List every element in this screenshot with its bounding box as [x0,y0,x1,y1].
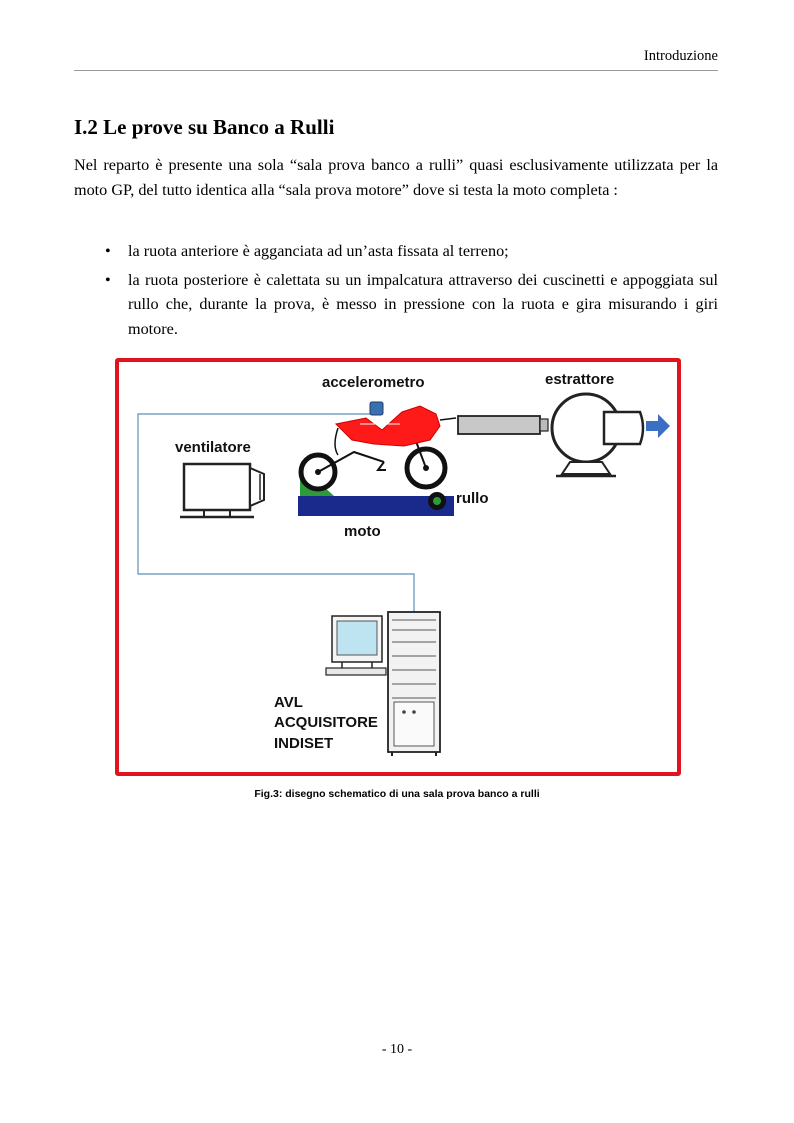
fan-icon [180,464,264,517]
bullet-text: la ruota posteriore è calettata su un impalcatura attraverso dei cuscinetti e appoggiata sul rullo che, durante la prova, è messo in pressione con la ruota e gira misurando i giri motore. [128,270,718,338]
roller-label: rullo [456,490,489,507]
motorcycle-icon [301,406,456,489]
fan-label: ventilatore [175,439,251,456]
accelerometer-label: accelerometro [322,374,425,391]
extractor-icon [458,394,643,476]
bullet-text: la ruota anteriore è agganciata ad un’asta fissata al terreno; [128,242,509,260]
acquisition-rack-icon [388,612,440,756]
accelerometer-icon [370,402,383,415]
running-header: Introduzione [643,48,718,64]
motorcycle-label: moto [344,523,381,540]
section-title: I.2 Le prove su Banco a Rulli [74,115,335,139]
extractor-label: estrattore [545,371,615,388]
figure-caption: Fig.3: disegno schematico di una sala prova banco a rulli [254,788,540,800]
intro-paragraph: Nel reparto è presente una sola “sala prova banco a rulli” quasi esclusivamente utilizzata per la moto GP, del tutto identica alla “sala prova motore” dove si testa la moto completa : [74,156,718,199]
bullet-icon: • [105,242,111,260]
acquisition-label-line3: INDISET [274,735,334,752]
exhaust-arrow-icon [646,414,670,438]
roller-icon [428,492,446,510]
monitor-icon [326,616,386,675]
bullet-icon: • [105,270,111,289]
acquisition-label-line1: AVL [274,694,303,711]
acquisition-label-line2: ACQUISITORE [274,714,378,731]
page-number: - 10 - [381,1042,413,1057]
